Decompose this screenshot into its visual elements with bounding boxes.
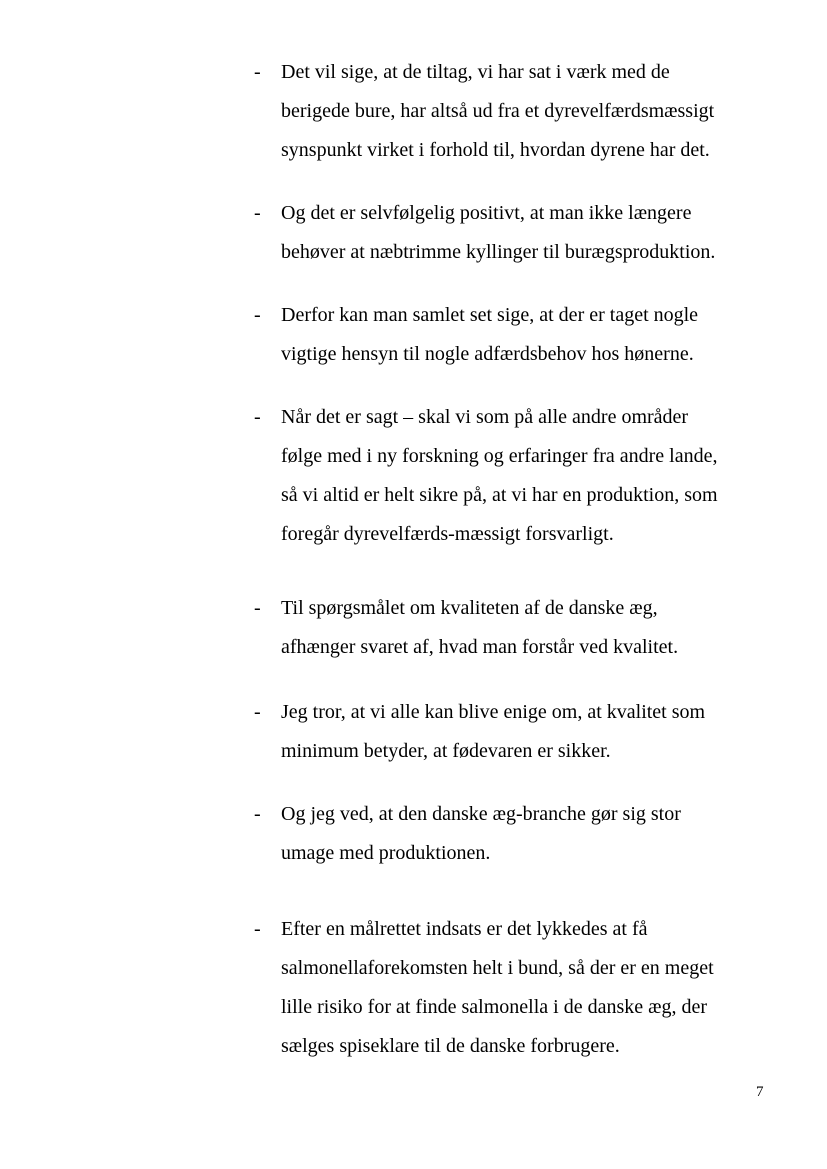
- bullet-item: [254, 795, 774, 873]
- bullet-dash: -: [254, 918, 261, 940]
- bullet-dash: -: [254, 597, 261, 619]
- bullet-item: [254, 589, 774, 667]
- bullet-text: Og jeg ved, at den danske æg-branche gør sig stor umage med produktionen.: [281, 803, 681, 864]
- bullet-item: [254, 693, 774, 771]
- bullet-dash: -: [254, 61, 261, 83]
- bullet-item: [254, 53, 774, 170]
- page-number: 7: [756, 1084, 764, 1100]
- bullet-dash: -: [254, 406, 261, 428]
- bullet-item: [254, 296, 774, 374]
- bullet-dash: -: [254, 304, 261, 326]
- bullet-item: [254, 910, 774, 1066]
- bullet-text: Jeg tror, at vi alle kan blive enige om, at kvalitet som minimum betyder, at fødevaren er sikker.: [281, 701, 706, 762]
- bullet-text: Til spørgsmålet om kvaliteten af de danske æg, afhænger svaret af, hvad man forstår ved kvalitet.: [281, 597, 679, 658]
- bullet-dash: -: [254, 803, 261, 825]
- bullet-dash: -: [254, 202, 261, 224]
- bullet-text: Når det er sagt – skal vi som på alle andre områder følge med i ny forskning og erfaringer fra andre lande, så vi altid er helt sikre på, at vi har en produktion, som foregår dyrevelfærds-mæssigt forsvarligt.: [281, 406, 718, 545]
- bullet-text: Det vil sige, at de tiltag, vi har sat i værk med de berigede bure, har altså ud fra et dyrevelfærdsmæssigt synspunkt virket i forhold til, hvordan dyrene har det.: [281, 61, 715, 161]
- bullet-text: Efter en målrettet indsats er det lykkedes at få salmonellaforekomsten helt i bund, så der er en meget lille risiko for at finde salmonella i de danske æg, der sælges spiseklare til de danske forbrugere.: [281, 918, 714, 1057]
- bullet-item: [254, 194, 774, 272]
- bullet-dash: -: [254, 701, 261, 723]
- bullet-text: Og det er selvfølgelig positivt, at man ikke længere behøver at næbtrimme kyllinger til burægsproduktion.: [281, 202, 716, 263]
- bullet-item: [254, 398, 774, 554]
- bullet-text: Derfor kan man samlet set sige, at der er taget nogle vigtige hensyn til nogle adfærdsbehov hos hønerne.: [281, 304, 699, 365]
